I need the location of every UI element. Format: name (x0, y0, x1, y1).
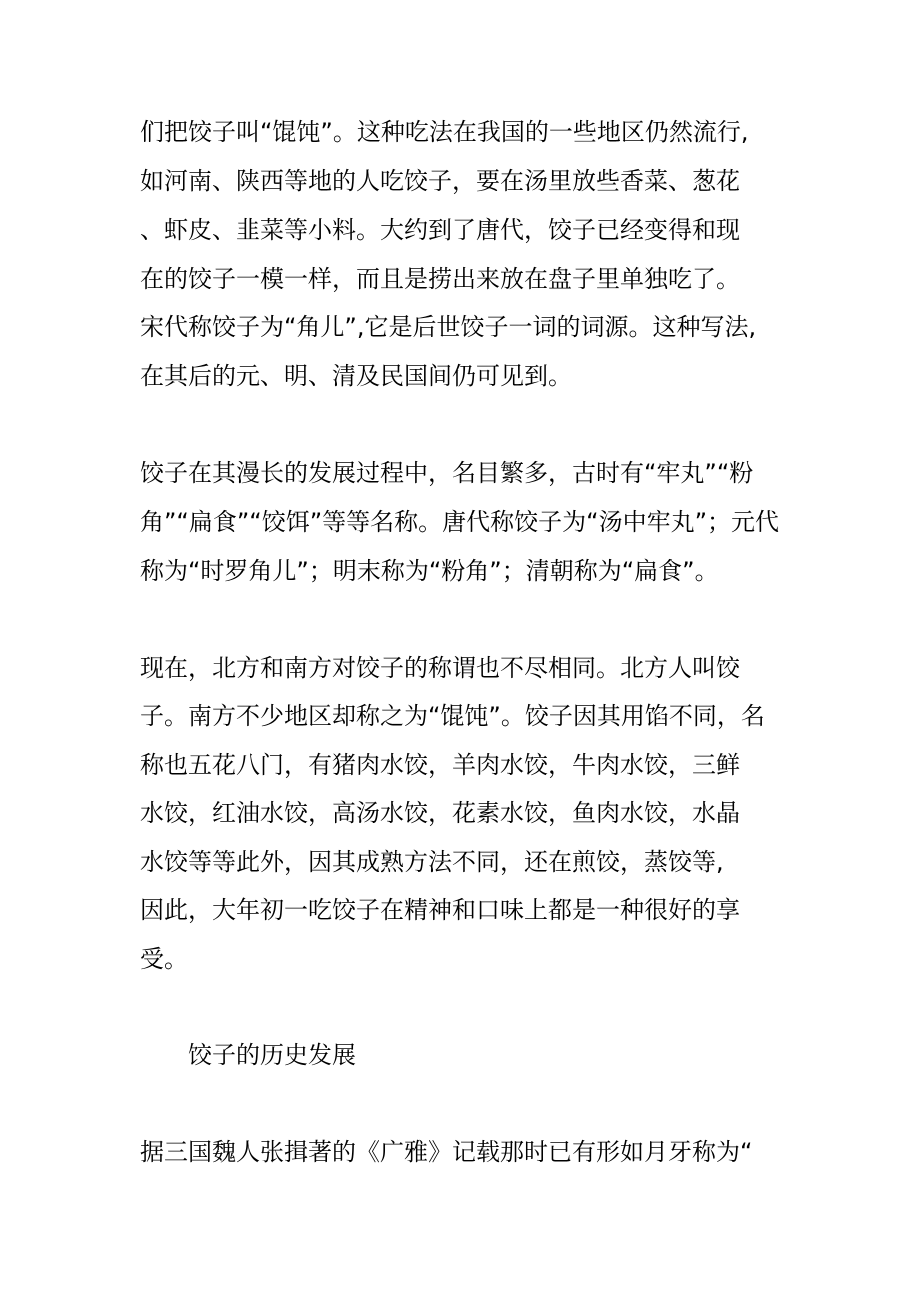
paragraph-line: 宋代称饺子为“角儿”,它是后世饺子一词的词源。这种写法, (140, 313, 757, 341)
paragraph-line: 称也五花八门，有猪肉水饺，羊肉水饺，牛肉水饺，三鲜 (140, 751, 740, 779)
paragraph-line: 因此，大年初一吃饺子在精神和口味上都是一种很好的享 (140, 896, 740, 924)
paragraph-line: 现在，北方和南方对饺子的称谓也不尽相同。北方人叫饺 (140, 654, 740, 682)
paragraph-line: 在的饺子一模一样，而且是捞出来放在盘子里单独吃了。 (140, 265, 740, 293)
paragraph-line: 水饺等等此外，因其成熟方法不同，还在煎饺，蒸饺等, (140, 848, 724, 876)
paragraph-line: 受。 (140, 945, 188, 973)
paragraph-line: 、虾皮、韭菜等小料。大约到了唐代，饺子已经变得和现 (140, 216, 740, 244)
paragraph-line: 角”“扁食”“饺饵”等等名称。唐代称饺子为“汤中牢丸”；元代 (140, 508, 780, 536)
paragraph-line: 子。南方不少地区却称之为“馄饨”。饺子因其用馅不同，名 (140, 702, 765, 730)
paragraph-line: 在其后的元、明、清及民国间仍可见到。 (140, 362, 572, 390)
paragraph-line: 们把饺子叫“馄饨”。这种吃法在我国的一些地区仍然流行, (140, 118, 749, 146)
paragraph-line: 如河南、陕西等地的人吃饺子，要在汤里放些香菜、葱花 (140, 167, 740, 195)
section-heading: 饺子的历史发展 (188, 1041, 356, 1069)
paragraph-line: 水饺，红油水饺，高汤水饺，花素水饺，鱼肉水饺，水晶 (140, 799, 740, 827)
paragraph-line: 据三国魏人张揖著的《广雅》记载那时已有形如月牙称为“ (140, 1138, 753, 1166)
paragraph-line: 饺子在其漫长的发展过程中，名目繁多，古时有“牢丸”“粉 (140, 459, 754, 487)
paragraph-line: 称为“时罗角儿”；明末称为“粉角”；清朝称为“扁食”。 (140, 557, 719, 585)
